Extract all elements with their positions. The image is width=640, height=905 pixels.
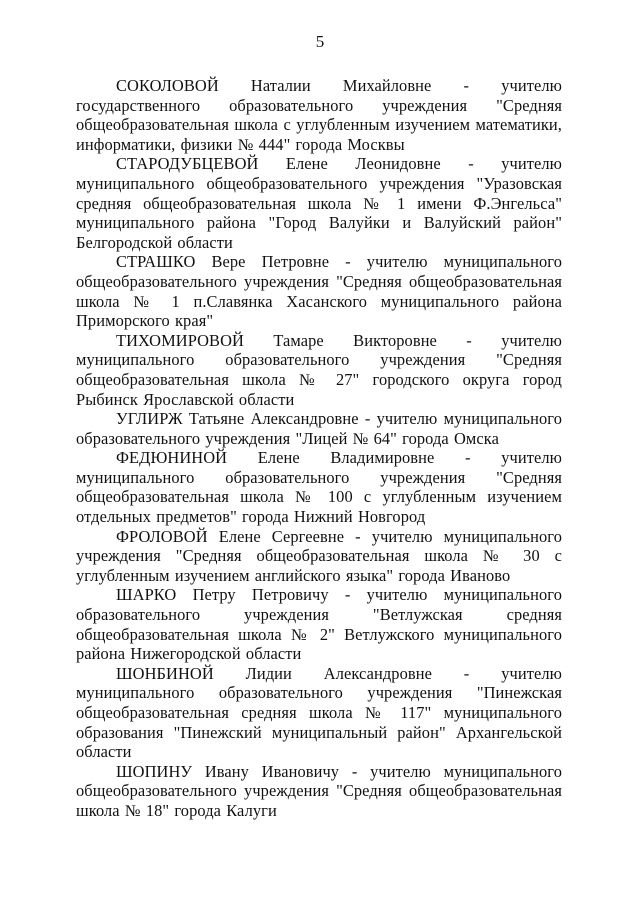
list-item: ШАРКО Петру Петровичу - учителю муниципального образовательного учреждения "Ветлужская средняя общеобразовательная школа № 2" Ветлужского муниципального района Нижегородской области xyxy=(76,585,562,664)
list-item: ТИХОМИРОВОЙ Тамаре Викторовне - учителю муниципального образовательного учреждения "Средняя общеобразовательная школа № 27" городского округа город Рыбинск Ярославской области xyxy=(76,330,562,409)
list-item: ШОНБИНОЙ Лидии Александровне - учителю муниципального образовательного учреждения "Пинежская общеобразовательная средняя школа № 117" муниципального образования "Пинежский муниципальный район" Архангельской области xyxy=(76,663,562,762)
list-item: СТАРОДУБЦЕВОЙ Елене Леонидовне - учителю муниципального общеобразовательного учреждения "Уразовская средняя общеобразовательная школа № 1 имени Ф.Энгельса" муниципального района "Город Валуйки и Валуйский район" Белгородской области xyxy=(76,154,562,252)
list-item: УГЛИРЖ Татьяне Александровне - учителю муниципального образовательного учреждения "Лицей № 64" города Омска xyxy=(76,409,562,448)
award-list xyxy=(76,76,562,821)
list-item: ФЕДЮНИНОЙ Елене Владимировне - учителю муниципального образовательного учреждения "Средняя общеобразовательная школа № 100 с углубленным изучением отдельных предметов" города Нижний Новгород xyxy=(76,448,562,527)
list-item: ШОПИНУ Ивану Ивановичу - учителю муниципального общеобразовательного учреждения "Средняя общеобразовательная школа № 18" города Калуги xyxy=(76,761,562,820)
list-item: ФРОЛОВОЙ Елене Сергеевне - учителю муниципального учреждения "Средняя общеобразовательная школа № 30 с углубленным изучением английского языка" города Иваново xyxy=(76,526,562,585)
list-item: СТРАШКО Вере Петровне - учителю муниципального общеобразовательного учреждения "Средняя общеобразовательная школа № 1 п.Славянка Хасанского муниципального района Приморского края" xyxy=(76,252,562,331)
list-item: СОКОЛОВОЙ Наталии Михайловне - учителю государственного образовательного учреждения "Средняя общеобразовательная школа с углубленным изучением математики, информатики, физики № 444" города Москвы xyxy=(76,76,562,154)
page-number: 5 xyxy=(315,32,325,51)
